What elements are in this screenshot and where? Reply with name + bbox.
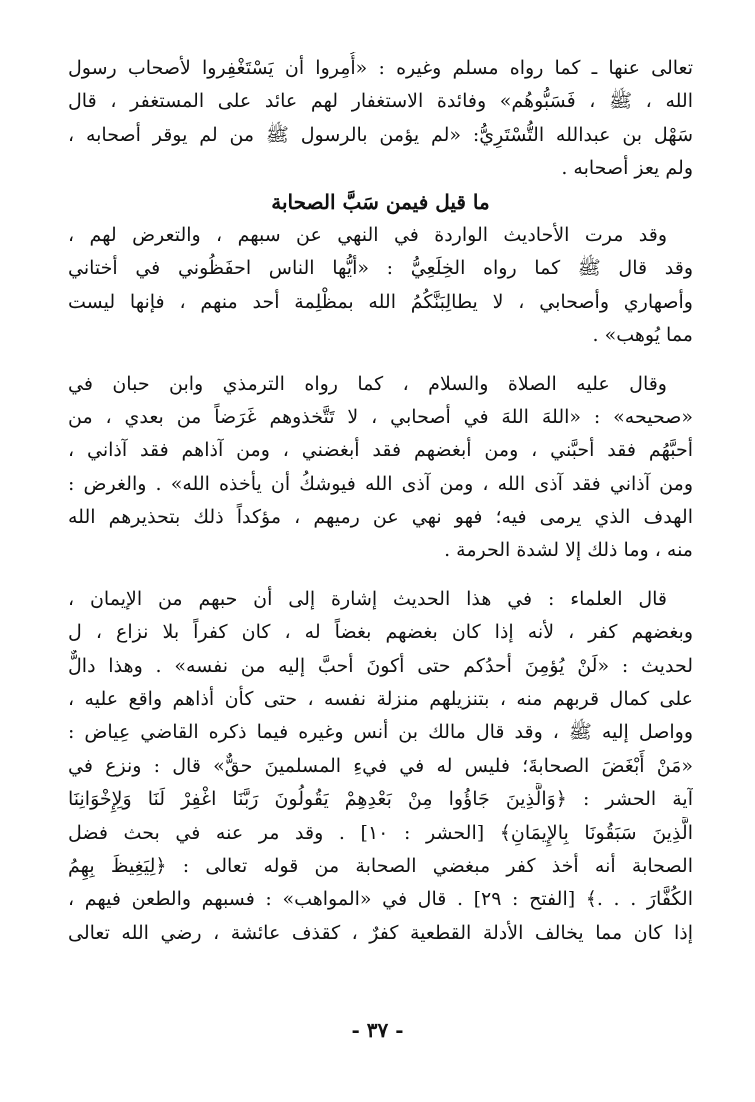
text-line: إذا كان مما يخالف الأدلة القطعية كفرٌ ، كقذف عائشة ، رضي الله تعالى [68,921,693,944]
text-line: وقد مرت الأحاديث الواردة في النهي عن سبهم ، والتعرض لهم ، [68,223,667,246]
text-line: منه ، وما ذلك إلا لشدة الحرمة . [444,539,693,562]
text-line: قال العلماء : في هذا الحديث إشارة إلى أن حبهم من الإيمان ، [68,587,667,610]
text-line: وقال عليه الصلاة والسلام ، كما رواه الترمذي وابن حبان في [68,372,667,395]
text-line: وأصهاري وأصحابي ، لا يطالِبَنَّكُمُ الله بمظْلِمة أحد منهم ، فإنها ليست [68,290,693,313]
text-line: الصحابة أنه أخذ كفر مبغضي الصحابة من قوله تعالى : ﴿لِيَغِيظَ بِهِمُ [68,854,693,877]
quran-verse-line: الكُفَّارَ . . .﴾ [الفتح : ٢٩] . قال في «المواهب» : فسبهم والطعن فيهم ، [68,888,693,911]
text-line: مما يُوهب» . [592,324,693,347]
text-line: ولم يعز أصحابه . [561,157,693,180]
paragraph-1 [68,52,693,186]
paragraph-2 [68,219,693,353]
quran-verse-line: الَّذِينَ سَبَقُونَا بِالإِيمَانِ﴾ [الحشر : ١٠] . وقد مر عنه في بحث فضل [68,821,693,844]
text-line: تعالى عنها ـ كما رواه مسلم وغيره : «أُمِروا أن يَسْتَغْفِروا لأصحاب رسول [68,57,693,79]
section-heading [68,186,693,219]
text-line: وواصل إليه ﷺ ، وقد قال مالك بن أنس وغيره فيما ذكره القاضي عِياض : [68,721,693,744]
text-line: على كمال قربهم منه ، بتنزيلهم منزلة نفسه ، حتى كأن أذاهم واقع عليه ، [68,688,693,711]
text-line: وبغضهم كفر ، لأنه إذا كان بغضهم بغضاً له ، كان كفراً بلا نزاع ، ل [68,621,693,644]
text-line: سَهْل بن عبدالله التُّسْتَرِيُّ: «لم يؤمن بالرسول ﷺ من لم يوقر أصحابه ، [68,123,693,146]
paragraph-3 [68,368,693,568]
text-line: ومن آذاني فقد آذى الله ، ومن آذى الله فيوشكُ أن يأخذه الله» . والغرض : [68,472,693,495]
page-number: - ٣٧ - [351,1018,404,1042]
text-line: «صحيحه» : «اللهَ اللهَ في أصحابي ، لا تَتَّخذوهم غَرَضاً من بعدي ، من [68,405,693,428]
text-line: الله ، ﷺ ، فَسَبُّوهُم» وفائدة الاستغفار لهم عائد على المستغفر ، قال [68,90,693,113]
text-line: لحديث : «لَنْ يُؤمِنَ أحدُكم حتى أكونَ أحبَّ إليه من نفسه» . وهذا دالٌّ [68,654,693,677]
text-line: أحبَّهُم فقد أحبَّني ، ومن أبغضهم فقد أبغضني ، ومن آذاهم فقد آذاني ، [68,439,693,462]
paragraph-gap [68,353,693,368]
text-line: «مَنْ أَبْغَضَ الصحابةَ؛ فليس له في فيءِ المسلمينَ حقٌّ» قال : ونزع في [68,754,693,777]
text-line: الهدف الذي يرمى فيه؛ فهو نهي عن رميهم ، مؤكداً ذلك بتحذيرهم الله [68,506,693,529]
quran-verse-line: آية الحشر : ﴿وَالَّذِينَ جَاؤُوا مِنْ بَعْدِهِمْ يَقُولُونَ رَبَّنَا اغْفِرْ لَنَا وَلِإِخْوَانِنَا [68,788,693,811]
heading-text: ما قيل فيمن سَبَّ الصحابة [271,189,490,214]
paragraph-4 [68,583,693,950]
text-line: وقد قال ﷺ كما رواه الخِلَعِيُّ : «أيُّها الناس احفَظُوني في أختاني [68,257,693,280]
paragraph-gap [68,568,693,583]
